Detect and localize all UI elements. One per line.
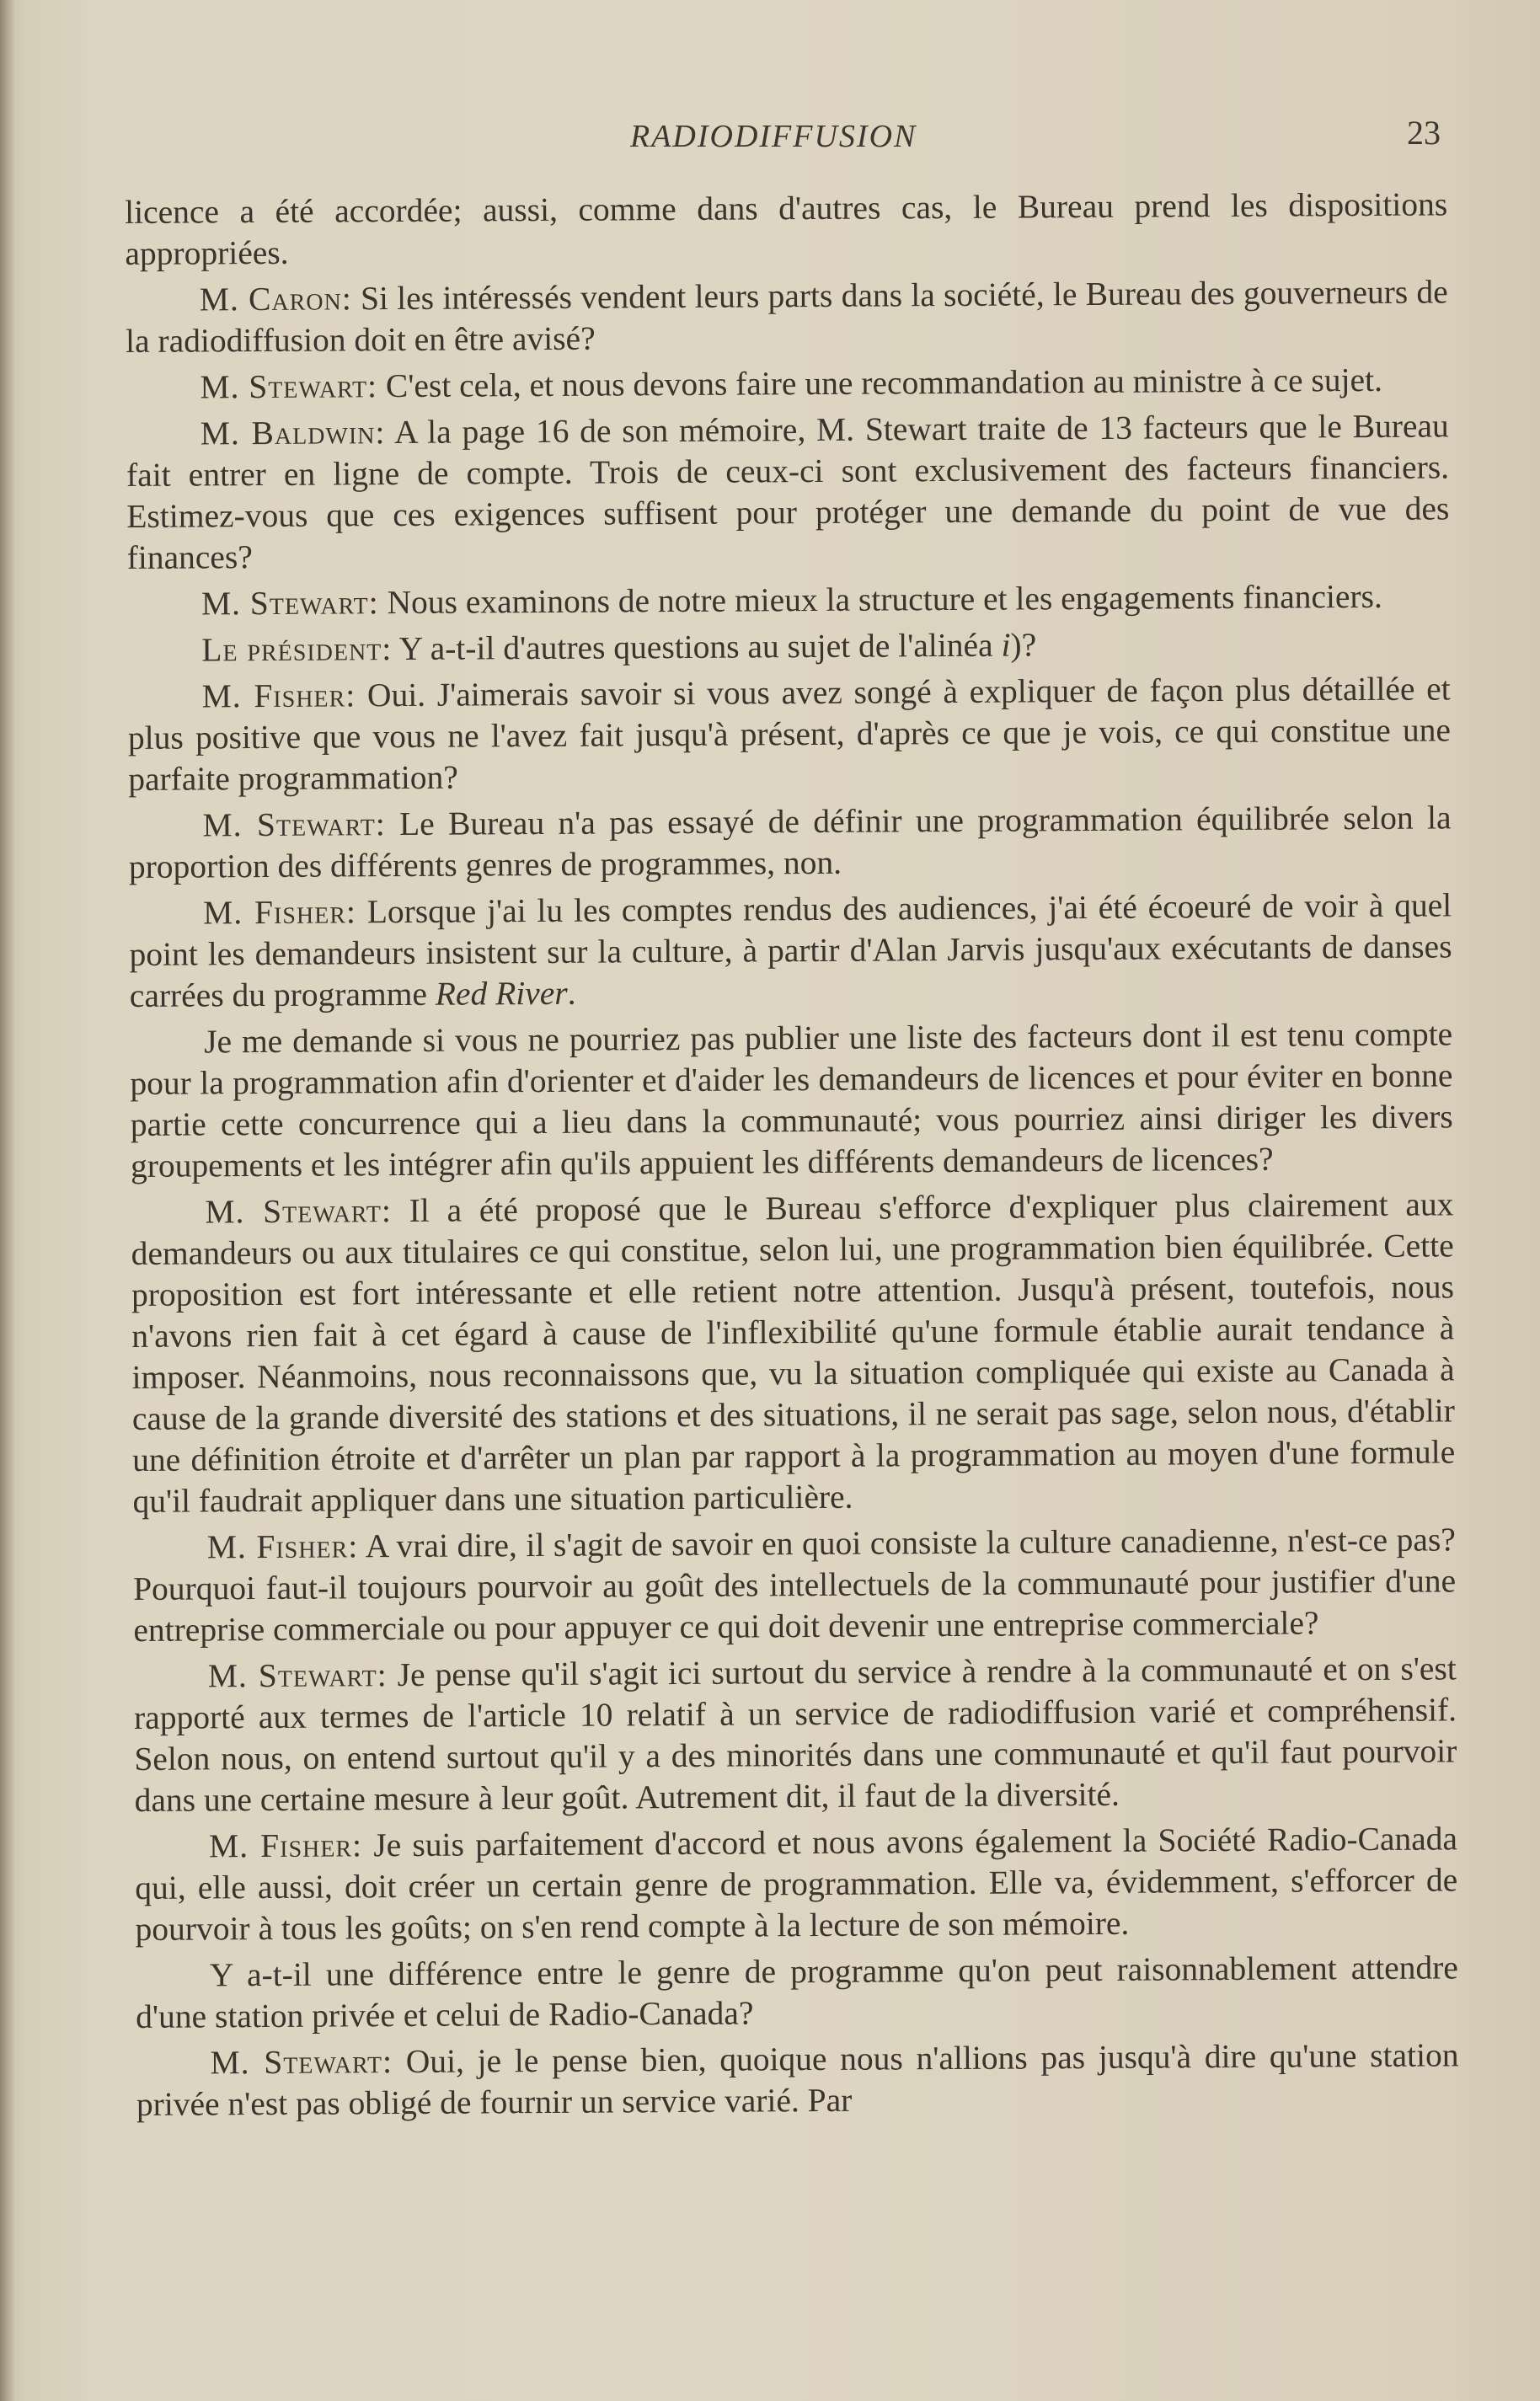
speaker-label: Le président:: [201, 630, 393, 669]
paragraph: [125, 184, 1448, 275]
paragraph: [130, 1013, 1453, 1187]
speaker-label: M. Stewart:: [200, 367, 378, 406]
paragraph-text: A vrai dire, il s'agit de savoir en quoi consiste la culture canadienne, n'est-ce pas? Pourquoi faut-il toujours pourvoir au goût des intellectuels de la communauté pour justifier d'une entreprise commerciale ou pour appuyer ce qui doit devenir une entreprise commerciale?: [132, 1521, 1457, 1649]
paragraph: [135, 1818, 1458, 1950]
paragraph-text: Oui, je le pense bien, quoique nous n'allions pas jusqu'à dire qu'une station privée n'est pas obligé de fournir un service varié. Par: [136, 2036, 1459, 2123]
paragraph: [129, 885, 1452, 1017]
running-head: RADIODIFFUSION: [630, 119, 917, 154]
speaker-label: M. Stewart:: [202, 805, 386, 844]
speaker-label: M. Stewart:: [201, 584, 379, 623]
paragraph-text: A la page 16 de son mémoire, M. Stewart traite de 13 facteurs que le Bureau fait entrer en ligne de compte. Trois de ceux-ci sont exclusivement des facteurs financiers. Estimez-vous que ces exigences suffisent pour protéger une demande du point de vue des finances?: [126, 407, 1450, 576]
paragraph: [134, 1648, 1457, 1821]
paragraph-text: Je pense qu'il s'agit ici surtout du service à rendre à la communauté et on s'est rapporté aux termes de l'article 10 relatif à un service de radiodiffusion varié et compréhensif. Selon nous, on entend surtout qu'il y a des minorités dans une communauté et qu'il faut pourvoir dans une certaine mesure à leur goût. Autrement dit, il faut de la diversité.: [133, 1650, 1457, 1819]
paragraph: [131, 1184, 1455, 1522]
paragraph-text: Il a été proposé que le Bureau s'efforce d'expliquer plus clairement aux demandeurs ou aux titulaires ce qui constitue, selon lui, une programmation bien équilibrée. Cette proposition est fort intéressante et elle retient notre attention. Jusqu'à présent, toutefois, nous n'avons rien fait à cet égard à cause de l'inflexibilité qu'une formule établie aurait tendance à imposer. Néanmoins, nous reconnaissons que, vu la situation compliquée qui existe au Canada à cause de la grande diversité des stations et des situations, il ne serait pas sage, selon nous, d'établir une définition étroite et d'arrêter un plan par rapport à la programmation au moyen d'une formule qu'il faudrait appliquer dans une situation particulière.: [131, 1185, 1456, 1520]
paragraph-text: licence a été accordée; aussi, comme dans d'autres cas, le Bureau prend les dispositions appropriées.: [125, 185, 1448, 272]
speaker-label: M. Baldwin:: [200, 414, 386, 452]
paragraph: [128, 797, 1452, 888]
paragraph: [136, 1947, 1459, 2038]
italic-text: i: [1001, 626, 1011, 664]
paragraph: [126, 359, 1448, 409]
paragraph-text: Lorsque j'ai lu les comptes rendus des audiences, j'ai été écoeuré de voir à quel point les demandeurs insistent sur la culture, à partir d'Alan Jarvis jusqu'aux exécutants de danses carrées du programme: [129, 886, 1452, 1014]
paragraph-text: Si les intéressés vendent leurs parts dans la société, le Bureau des gouverneurs de la radiodiffusion doit en être avisé?: [125, 273, 1448, 360]
paragraph-text: Y a-t-il d'autres questions au sujet de l'alinéa: [392, 626, 1002, 668]
paragraph-text: Je suis parfaitement d'accord et nous avons également la Société Radio-Canada qui, elle aussi, doit créer un certain genre de programmation. Elle va, évidemment, s'efforcer de pourvoir à tous les goûts; on s'en rend compte à la lecture de son mémoire.: [135, 1820, 1458, 1948]
speaker-label: M. Fisher:: [208, 1826, 363, 1865]
paragraph: [126, 271, 1449, 362]
paragraph-text: Y a-t-il une différence entre le genre de programme qu'on peut raisonnablement attendre d'une station privée et celui de Radio-Canada?: [136, 1949, 1459, 2035]
paragraph-text-after: .: [567, 974, 576, 1012]
paragraph-text: Je me demande si vous ne pourriez pas publier une liste des facteurs dont il est tenu compte pour la programmation afin d'orienter et d'aider les demandeurs de licences et pour éviter en bonne partie cette concurrence qui a lieu dans la communauté; vous pourriez ainsi diriger les divers groupements et les intégrer afin qu'ils appuient les différents demandeurs de licences?: [130, 1015, 1453, 1184]
italic-text: Red River: [435, 974, 568, 1013]
paragraph-text: C'est cela, et nous devons faire une recommandation au ministre à ce sujet.: [377, 361, 1383, 405]
speaker-label: M. Stewart:: [210, 2043, 393, 2082]
book-spine-shadow: [0, 0, 15, 2401]
page-number: 23: [1407, 114, 1441, 152]
speaker-label: M. Stewart:: [205, 1192, 393, 1231]
paragraph: [128, 668, 1452, 800]
speaker-label: M. Fisher:: [203, 893, 357, 932]
paragraph: [133, 1519, 1457, 1651]
paragraph: [136, 2035, 1459, 2126]
paragraph: [127, 622, 1450, 671]
paragraph-text: Le Bureau n'a pas essayé de définir une programmation équilibrée selon la proportion des différents genres de programmes, non.: [128, 799, 1452, 885]
paragraph-text: Nous examinons de notre mieux la structure et les engagements financiers.: [378, 577, 1382, 622]
speaker-label: M. Stewart:: [207, 1656, 388, 1695]
paragraph: [127, 575, 1450, 625]
speaker-label: M. Fisher:: [201, 676, 356, 715]
paragraph-text: Oui. J'aimerais savoir si vous avez songé à expliquer de façon plus détaillée et plus positive que vous ne l'avez fait jusqu'à présent, d'après ce que je vois, ce qui constitue une parfaite programmation?: [127, 670, 1452, 798]
speaker-label: M. Fisher:: [206, 1527, 359, 1566]
paragraph: [126, 405, 1450, 579]
paragraph-text-after: )?: [1010, 626, 1037, 664]
speaker-label: M. Caron:: [199, 280, 352, 318]
body-text: [125, 184, 1459, 2126]
